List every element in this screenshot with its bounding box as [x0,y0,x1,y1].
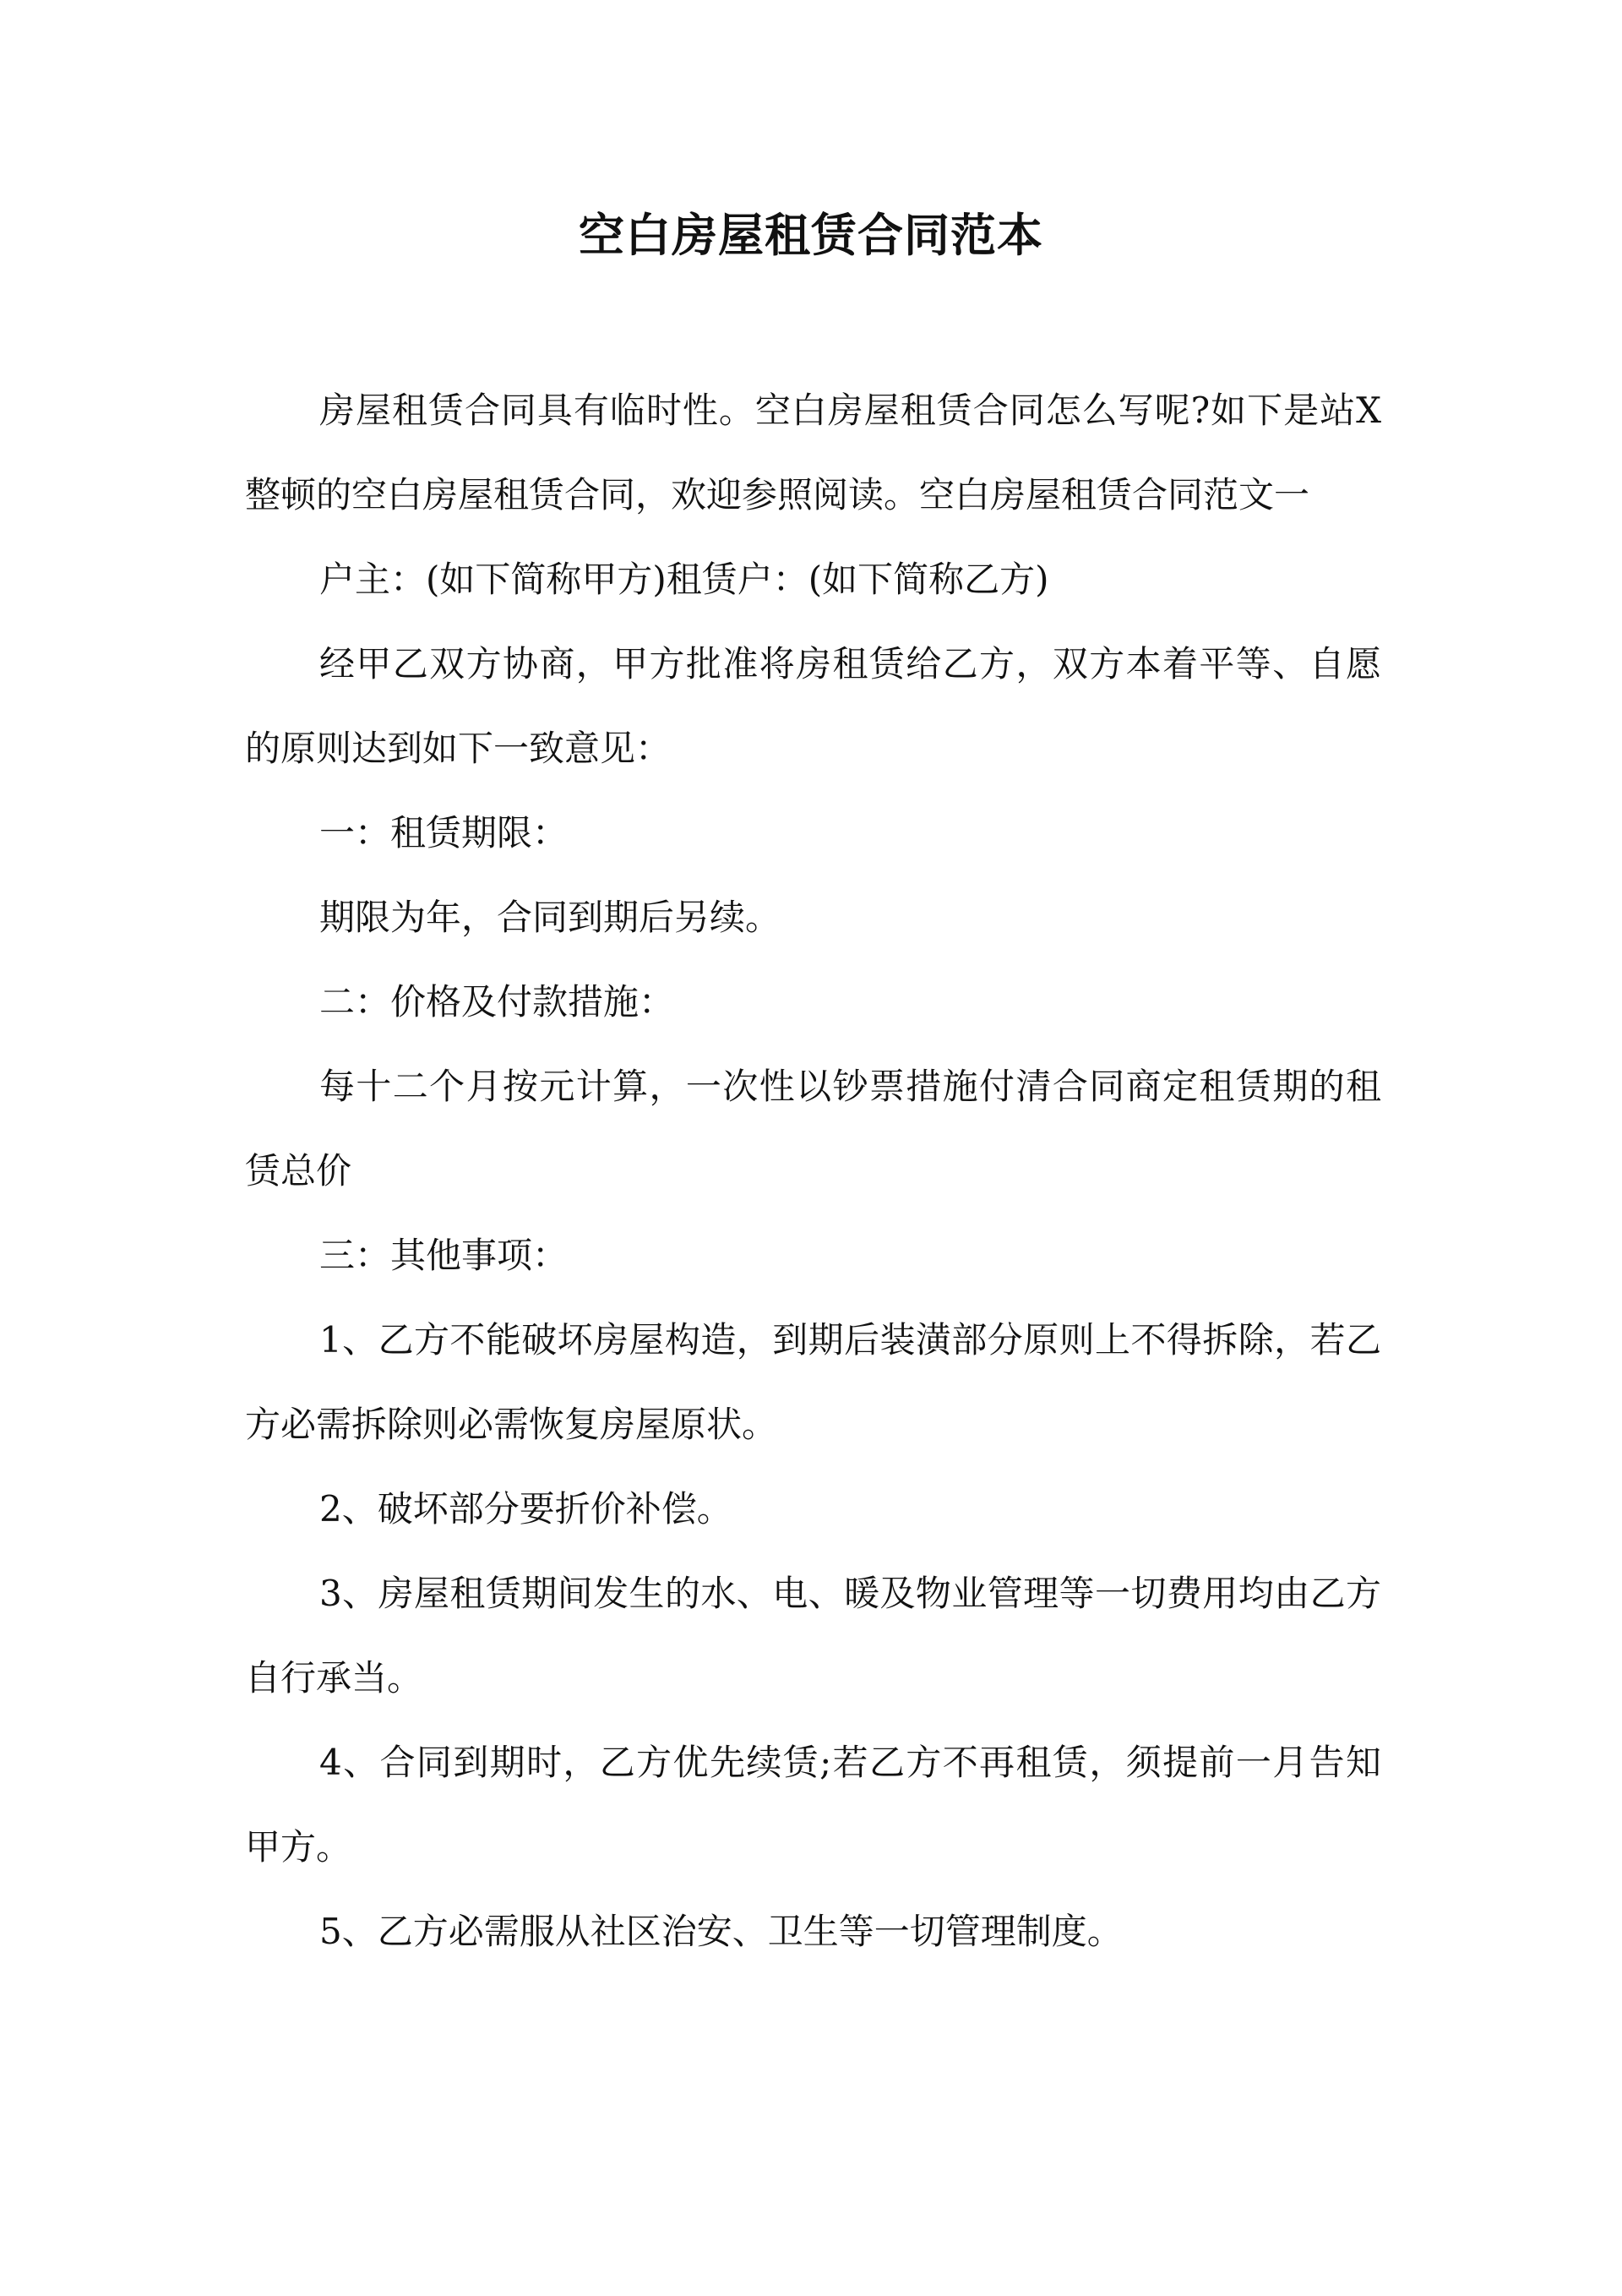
paragraph-term: 期限为年，合同到期后另续。 [319,897,781,938]
clause-3: 3、房屋租赁期间发生的水、电、暖及物业管理等一切费用均由乙方自行承当。 [245,1573,1381,1699]
clause-2: 2、破坏部分要折价补偿。 [319,1488,732,1530]
section-heading-price: 二：价格及付款措施： [319,981,675,1023]
section-heading-term: 一：租赁期限： [319,812,569,854]
paragraph-price: 每十二个月按元计算，一次性以钞票措施付清合同商定租赁期的租赁总价 [245,1066,1381,1192]
paragraph-parties: 户主：(如下简称甲方)租赁户：(如下简称乙方) [319,559,1049,600]
clause-4: 4、合同到期时，乙方优先续赁;若乙方不再租赁，须提前一月告知甲方。 [245,1742,1381,1868]
section-heading-other: 三：其他事项： [319,1235,569,1276]
clause-5: 5、乙方必需服从社区治安、卫生等一切管理制度。 [319,1911,1123,1952]
paragraph-agreement: 经甲乙双方协商，甲方批准将房租赁给乙方，双方本着平等、自愿的原则达到如下一致意见： [245,643,1381,769]
paragraph-intro: 房屋租赁合同具有临时性。空白房屋租赁合同怎么写呢?如下是站X整顿的空白房屋租赁合同，欢迎参照阅读。空白房屋租赁合同范文一 [245,390,1381,515]
document-body [245,368,1381,1974]
document-title: 空白房屋租赁合同范本 [579,208,1043,262]
clause-1: 1、乙方不能破坏房屋构造，到期后装潢部分原则上不得拆除，若乙方必需拆除则必需恢复房屋原状。 [245,1319,1381,1445]
